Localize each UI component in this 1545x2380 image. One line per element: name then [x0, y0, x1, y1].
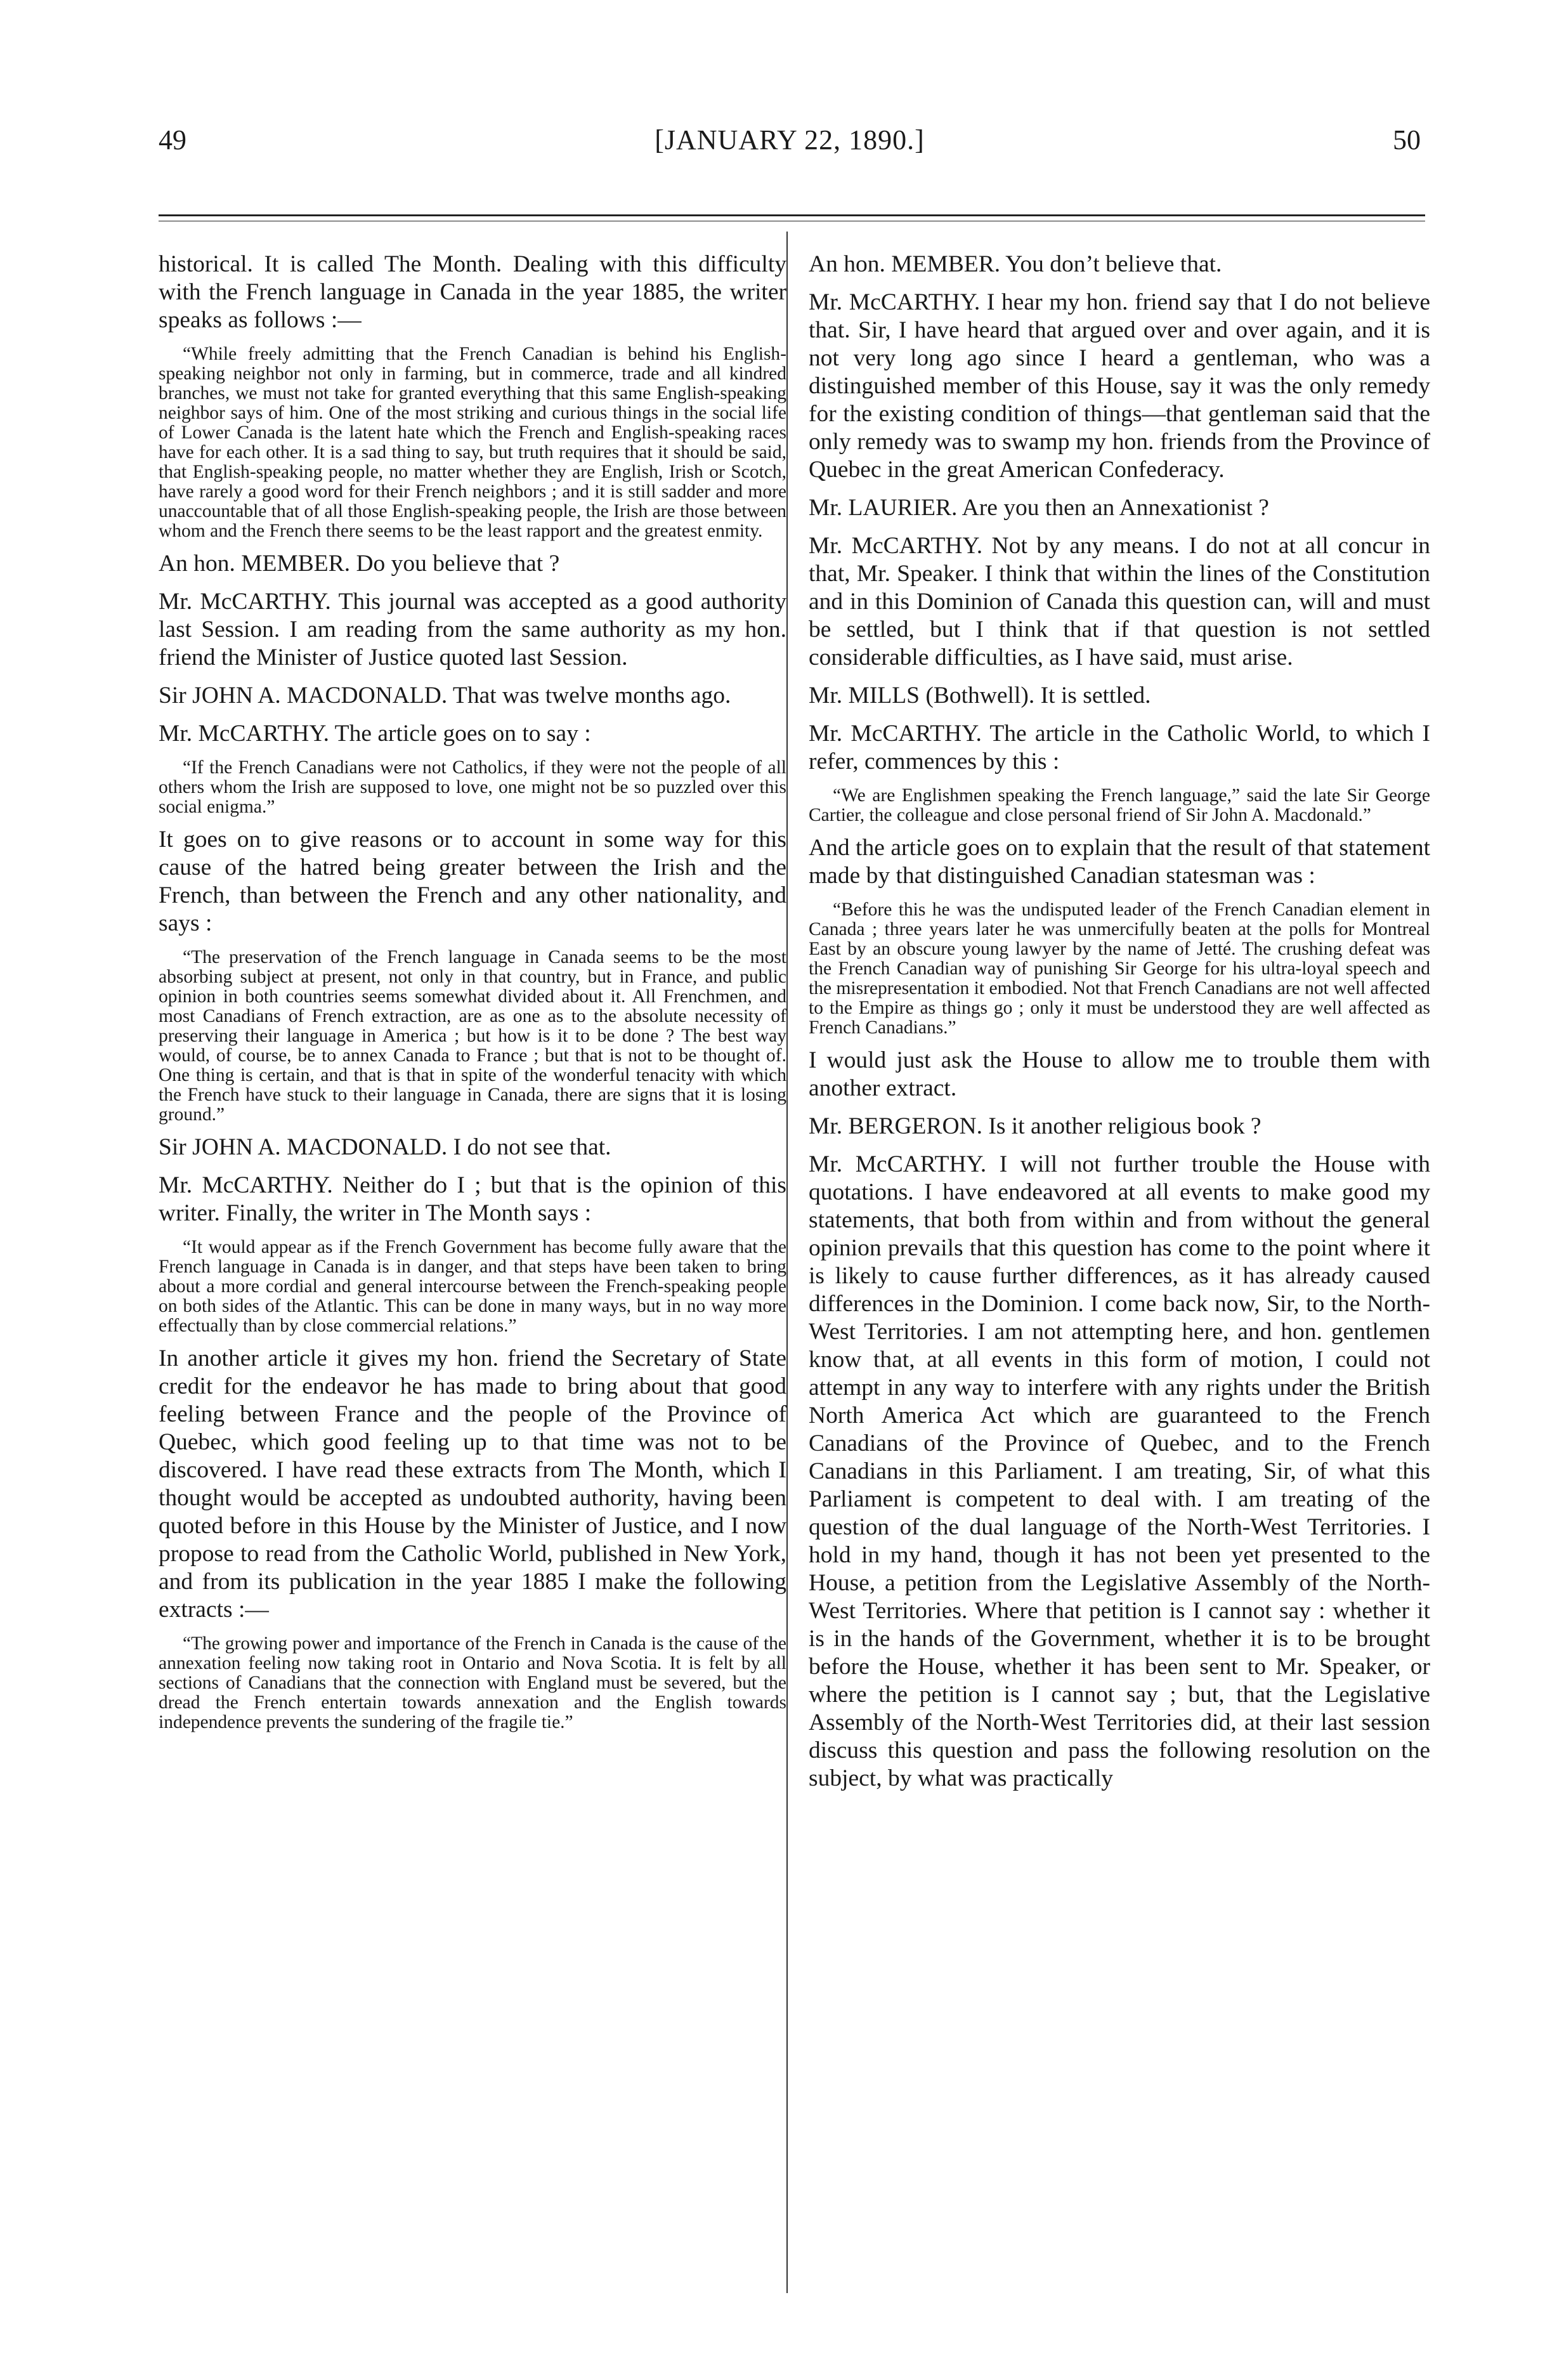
speaker-paragraph: Mr. McCARTHY. This journal was accepted as a good authority last Session. I am reading from the same authority as my hon. friend the Minister of Justice quoted last Session.	[159, 589, 786, 670]
speaker-paragraph: Mr. McCARTHY. Neither do I ; but that is the opinion of this writer. Finally, the writer in The Month says :	[159, 1172, 786, 1226]
column-divider	[786, 232, 788, 2293]
paragraph: And the article goes on to explain that the result of that statement made by that distinguished Canadian statesman was :	[809, 835, 1430, 889]
speaker-paragraph: Mr. LAURIER. Are you then an Annexationist ?	[809, 495, 1269, 521]
quotation: “Before this he was the undisputed leader of the French Canadian element in Canada ; three years later he was unmercifully beaten at the polls for Montreal East by an obscure young lawyer by the name of Jetté. The crushing defeat was the French Canadian way of punishing Sir George for his ultra-loyal speech and the misrepresentation it embodied. Not that French Canadians are not well affected to the Empire as things go ; only it must be understood they are well affected as French Canadians.”	[809, 899, 1430, 1038]
speaker-paragraph: Sir JOHN A. MACDONALD. I do not see that.	[159, 1134, 611, 1160]
speaker-paragraph: Mr. McCARTHY. Not by any means. I do not at all concur in that, Mr. Speaker. I think that within the lines of the Constitution and in this Dominion of Canada this question can, will and must be settled, but I think that if that question is not settled considerable difficulties, as I have said, must arise.	[809, 533, 1430, 670]
quotation: “The growing power and importance of the French in Canada is the cause of the annexation feeling now taking root in Ontario and Nova Scotia. It is felt by all sections of Canadians that the connection with England must be severed, but the dread the French entertain towards annexation and the English towards independence prevents the sundering of the fragile tie.”	[159, 1633, 786, 1732]
left-page-number: 49	[159, 124, 186, 155]
speaker-paragraph: Sir JOHN A. MACDONALD. That was twelve months ago.	[159, 683, 731, 709]
header-rule-thick	[159, 214, 1425, 216]
page-header	[159, 124, 1421, 174]
page-date-title: [JANUARY 22, 1890.]	[655, 124, 925, 155]
speaker-paragraph: Mr. BERGERON. Is it another religious book ?	[809, 1113, 1261, 1139]
quotation: “It would appear as if the French Government has become fully aware that the French language in Canada is in danger, and that steps have been taken to bring about a more cordial and general intercourse between the French-speaking people on both sides of the Atlantic. This can be done in many ways, but in no way more effectually than by close commercial relations.”	[159, 1237, 786, 1336]
right-page-number: 50	[1393, 124, 1421, 155]
quotation: “The preservation of the French language in Canada seems to be the most absorbing subject at present, not only in that country, but in France, and public opinion in both countries seems somewhat divided about it. All Frenchmen, and most Canadians of French extraction, are as one as to the absolute necessity of preserving their language in America ; but how is it to be done ? The best way would, of course, be to annex Canada to France ; but that is not to be thought of. One thing is certain, and that is that in spite of the wonderful tenacity with which the French have stuck to their language in Canada, there are signs that it is losing ground.”	[159, 947, 786, 1125]
paragraph: It goes on to give reasons or to account in some way for this cause of the hatred being greater between the Irish and the French, than between the French and any other nationality, and says :	[159, 827, 786, 936]
speaker-paragraph: Mr. McCARTHY. I will not further trouble the House with quotations. I have endeavored at all events to make good my statements, that both from within and from without the general opinion prevails that this question has come to the point where it is likely to cause further differences, as it has already caused differences in the Dominion. I come back now, Sir, to the North-West Territories. I am not attempting here, and hon. gentlemen know that, at all events in this form of motion, I could not attempt in any way to interfere with any rights under the British North America Act which are guaranteed to the French Canadians of the Province of Quebec, and to the French Canadians in this Parliament. I am treating, Sir, of what this Parliament is competent to deal with. I am treating of the question of the dual language of the North-West Territories. I hold in my hand, though it has not been yet presented to the House, a petition from the Legislative Assembly of the North-West Territories. Where that petition is I cannot say : whether it is in the hands of the Government, whether it is to be brought before the House, whether it has been sent to Mr. Speaker, or where the petition is I cannot say ; but, that the Legislative Assembly of the North-West Territories did, at their last session discuss this question and pass the following resolution on the subject, by what was practically	[809, 1151, 1430, 1791]
quotation: “While freely admitting that the French Canadian is behind his English-speaking neighbor not only in farming, but in commerce, trade and all kindred branches, we must not take for granted everything that this same English-speaking neighbor says of him. One of the most striking and curious things in the social life of Lower Canada is the latent hate which the French and English-speaking races have for each other. It is a sad thing to say, but truth requires that it should be said, that English-speaking people, no matter whether they are English, Irish or Scotch, have rarely a good word for their French neighbors ; and it is still sadder and more unaccountable that of all those English-speaking people, the Irish are those between whom and the French there seems to be the least rapport and the greatest enmity.	[159, 344, 786, 541]
speaker-paragraph: Mr. McCARTHY. The article in the Catholic World, to which I refer, commences by this :	[809, 721, 1430, 775]
speaker-paragraph: Mr. MILLS (Bothwell). It is settled.	[809, 683, 1151, 709]
paragraph: historical. It is called The Month. Dealing with this difficulty with the French language in Canada in the year 1885, the writer speaks as follows :—	[159, 251, 786, 333]
speaker-paragraph: An hon. MEMBER. You don’t believe that.	[809, 251, 1222, 277]
quotation: “If the French Canadians were not Catholics, if they were not the people of all others whom the Irish are supposed to love, one might not be so puzzled over this social enigma.”	[159, 757, 786, 817]
speaker-paragraph: Mr. McCARTHY. I hear my hon. friend say that I do not believe that. Sir, I have heard that argued over and over again, and it is not very long ago since I heard a gentleman, who was a distinguished member of this House, say it was the only remedy for the existing condition of things—that gentleman said that the only remedy was to swamp my hon. friends from the Province of Quebec in the great American Confederacy.	[809, 289, 1430, 483]
paragraph: In another article it gives my hon. friend the Secretary of State credit for the endeavor he has made to bring about that good feeling between France and the people of the Province of Quebec, which good feeling up to that time was not to be discovered. I have read these extracts from The Month, which I thought would be accepted as undoubted authority, having been quoted before in this House by the Minister of Justice, and I now propose to read from the Catholic World, published in New York, and from its publication in the year 1885 I make the following extracts :—	[159, 1345, 786, 1623]
speaker-paragraph: An hon. MEMBER. Do you believe that ?	[159, 551, 560, 577]
speaker-paragraph: Mr. McCARTHY. The article goes on to say :	[159, 721, 591, 747]
paragraph: I would just ask the House to allow me to trouble them with another extract.	[809, 1047, 1430, 1101]
right-column	[809, 251, 1430, 1803]
quotation: “We are Englishmen speaking the French language,” said the late Sir George Cartier, the colleague and close personal friend of Sir John A. Macdonald.”	[809, 785, 1430, 825]
left-column	[159, 251, 786, 1741]
